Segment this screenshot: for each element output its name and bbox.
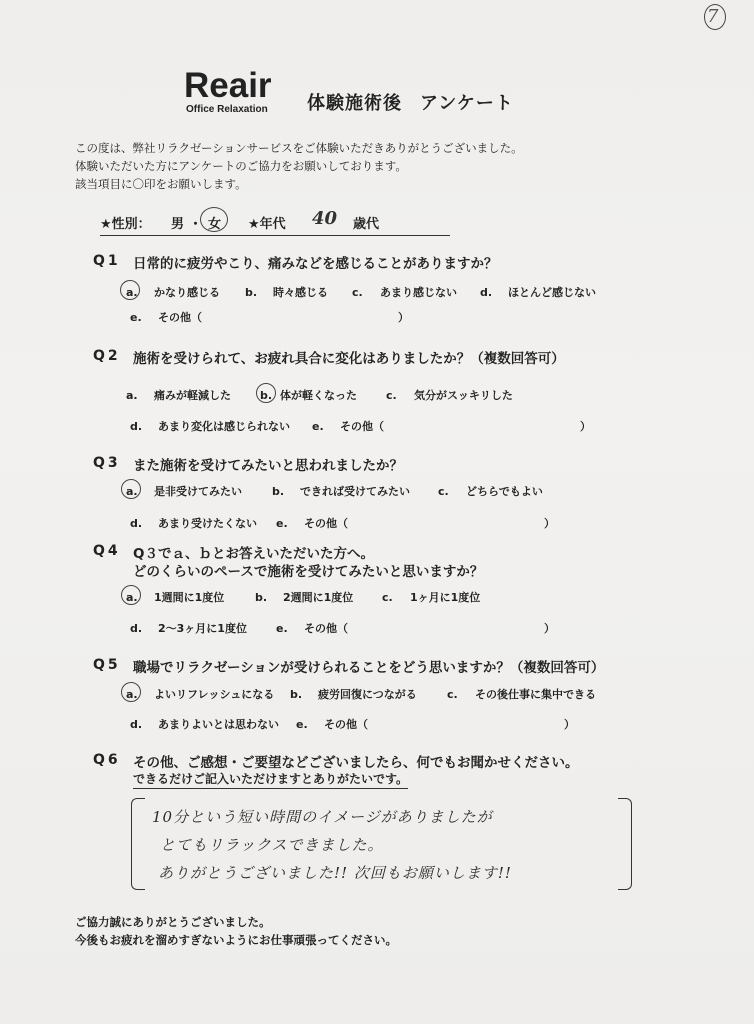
q2-number: Q2: [93, 348, 121, 364]
q5-text: 職場でリラクゼーションが受けられることをどう思いますか？（複数回答可）: [133, 660, 605, 676]
age-suffix: 歳代: [353, 217, 380, 232]
q4-selected-circle: [121, 585, 141, 605]
q4-option-b[interactable]: b. 2週間に1度位: [255, 591, 354, 604]
q2-text: 施術を受けられて、お疲れ具合に変化はありましたか？（複数回答可）: [133, 351, 565, 367]
gender-label: ★性別：: [100, 217, 151, 232]
footer-line-1: ご協力誠にありがとうございました。: [75, 915, 271, 929]
age-label: ★年代: [248, 217, 286, 232]
brand-tagline: Office Relaxation: [186, 104, 268, 115]
q3-option-a[interactable]: a. 是非受けてみたい: [126, 485, 242, 498]
gender-female[interactable]: 女: [208, 217, 222, 232]
page-title: [307, 89, 514, 115]
gender-male[interactable]: 男: [171, 217, 185, 232]
q6-text: その他、ご感想・ご要望などございましたら、何でもお聞かせください。: [133, 755, 579, 771]
q1-option-b[interactable]: b. 時々感じる: [245, 286, 328, 299]
age-value-handwritten[interactable]: 40: [312, 208, 338, 229]
q5-number: Q5: [93, 657, 121, 673]
q3-option-b[interactable]: b. できれば受けてみたい: [272, 485, 410, 498]
q1-option-e[interactable]: e. その他（ ）: [130, 311, 409, 324]
page-number-circle: [704, 4, 726, 30]
q4-option-a[interactable]: a. 1週間に1度位: [126, 591, 225, 604]
comment-line-1[interactable]: 10分という短い時間のイメージがありましたが: [152, 808, 493, 826]
comment-line-3[interactable]: ありがとうございました!! 次回もお願いします!!: [158, 864, 512, 882]
q3-option-c[interactable]: c. どちらでもよい: [438, 485, 543, 498]
q5-option-d[interactable]: d. あまりよいとは思わない: [130, 718, 279, 731]
comment-box-right-bracket: [618, 798, 632, 890]
page-number: 7: [707, 6, 719, 27]
q5-option-b[interactable]: b. 疲労回復につながる: [290, 688, 417, 701]
comment-box-left-bracket: [131, 798, 145, 890]
q3-text: また施術を受けてみたいと思われましたか？: [133, 458, 403, 474]
brand-logo: Reair: [184, 66, 272, 105]
title-part2: アンケート: [420, 93, 514, 114]
q1-text: 日常的に疲労やこり、痛みなどを感じることがありますか？: [133, 256, 498, 272]
q5-selected-circle: [121, 682, 141, 702]
q1-number: Q1: [93, 253, 121, 269]
q4-option-c[interactable]: c. 1ヶ月に1度位: [382, 591, 481, 604]
q3-option-e[interactable]: e. その他（ ）: [276, 517, 555, 530]
q2-option-b[interactable]: b. 体が軽くなった: [260, 389, 357, 402]
q1-option-c[interactable]: c. あまり感じない: [352, 286, 457, 299]
q1-option-a[interactable]: a. かなり感じる: [126, 286, 220, 299]
female-selected-circle: [200, 207, 228, 232]
q5-option-a[interactable]: a. よいリフレッシュになる: [126, 688, 275, 701]
comment-line-2[interactable]: とてもリラックスできました。: [160, 836, 384, 854]
q2-option-d[interactable]: d. あまり変化は感じられない: [130, 420, 290, 433]
q2-selected-circle: [256, 383, 276, 403]
q6-note: できるだけご記入いただけますとありがたいです。: [133, 770, 408, 789]
q3-selected-circle: [121, 479, 141, 499]
q4-option-e[interactable]: e. その他（ ）: [276, 622, 555, 635]
q2-option-a[interactable]: a. 痛みが軽減した: [126, 389, 231, 402]
intro-line-3: 該当項目に〇印をお願いします。: [75, 177, 247, 191]
q3-number: Q3: [93, 455, 121, 471]
q1-option-d[interactable]: d. ほとんど感じない: [480, 286, 596, 299]
q4-text: Q３でａ、ｂとお答えいただいた方へ。: [133, 546, 374, 562]
q2-option-c[interactable]: c. 気分がスッキリした: [386, 389, 513, 402]
q3-option-d[interactable]: d. あまり受けたくない: [130, 517, 257, 530]
profile-row: [100, 210, 450, 236]
gender-dot: ・: [189, 217, 203, 232]
q5-option-c[interactable]: c. その後仕事に集中できる: [447, 688, 596, 701]
q1-selected-circle: [120, 280, 140, 300]
title-part1: 体験施術後: [307, 93, 402, 114]
q4-text-line2: どのくらいのペースで施術を受けてみたいと思いますか？: [133, 564, 484, 580]
intro-line-2: 体験いただいた方にアンケートのご協力をお願いしております。: [75, 159, 407, 173]
q2-option-e[interactable]: e. その他（ ）: [312, 420, 591, 433]
q4-number: Q4: [93, 543, 121, 559]
intro-line-1: この度は、弊社リラクゼーションサービスをご体験いただきありがとうございました。: [75, 141, 523, 155]
q4-option-d[interactable]: d. 2〜3ヶ月に1度位: [130, 622, 247, 635]
q5-option-e[interactable]: e. その他（ ）: [296, 718, 575, 731]
footer-line-2: 今後もお疲れを溜めすぎないようにお仕事頑張ってください。: [75, 933, 397, 947]
q6-number: Q6: [93, 752, 121, 768]
